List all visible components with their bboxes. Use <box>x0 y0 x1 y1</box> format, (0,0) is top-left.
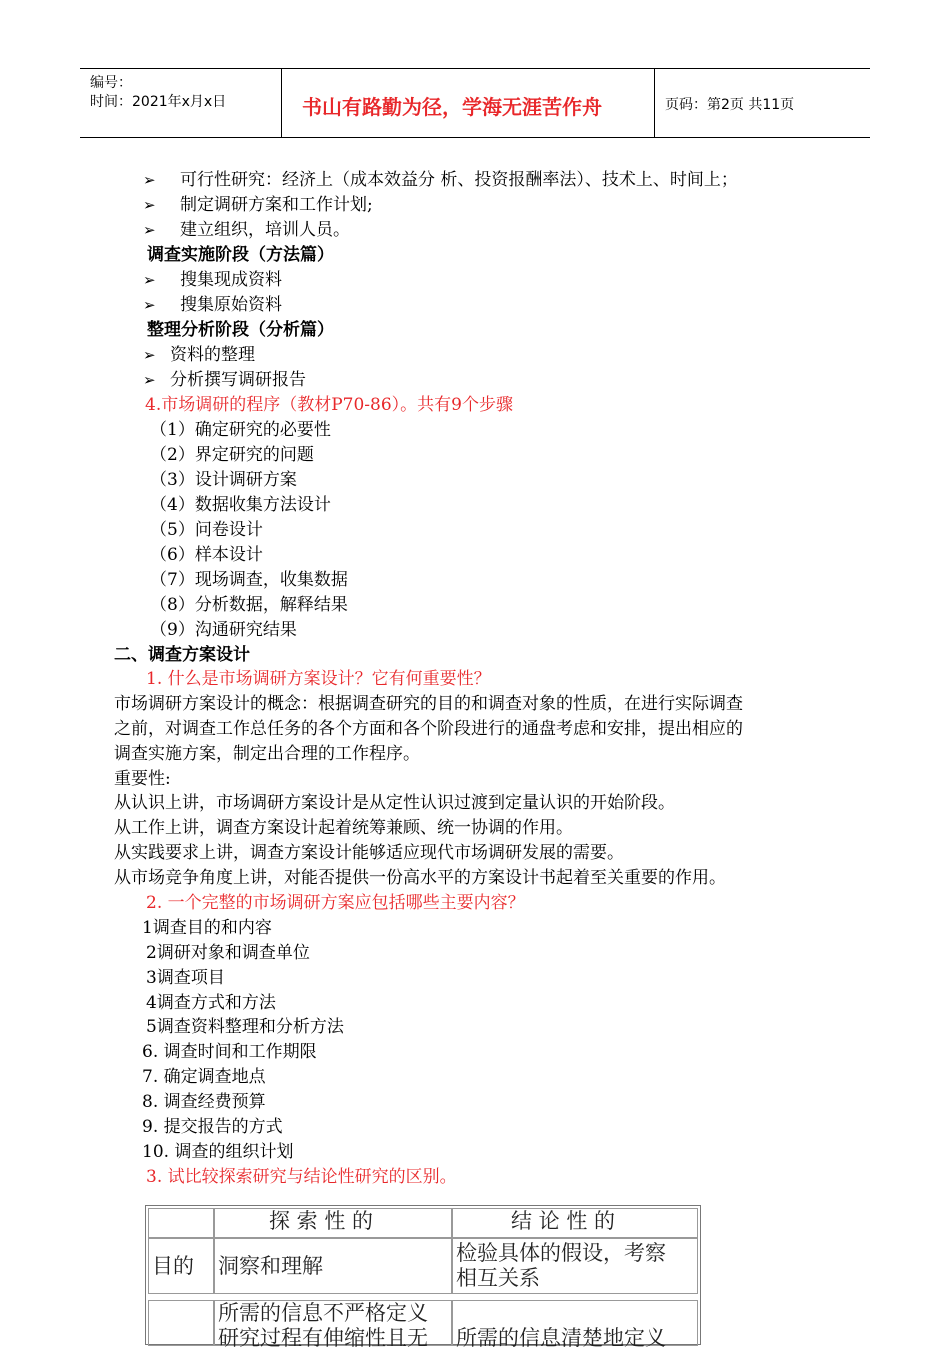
table-cell-line: 相互关系 <box>456 1266 540 1290</box>
step-item: （9）沟通研究结果 <box>150 620 297 640</box>
content-item: 2调研对象和调查单位 <box>146 943 310 963</box>
bullet-arrow-icon: ➢ <box>143 296 156 314</box>
list-item: 制定调研方案和工作计划; <box>180 195 373 215</box>
header-motto: 书山有路勤为径，学海无涯苦作舟 <box>302 95 602 119</box>
paragraph-line: 从市场竞争角度上讲，对能否提供一份高水平的方案设计书起着至关重要的作用。 <box>114 868 726 888</box>
table-cell-line: 研究过程有伸缩性且无 <box>218 1326 428 1350</box>
question-heading: 4.市场调研的程序（教材P70-86）。共有9个步骤 <box>145 395 513 415</box>
table-header-cell: 探 索 性 的 <box>214 1208 452 1238</box>
question-heading: 3. 试比较探索研究与结论性研究的区别。 <box>146 1167 457 1187</box>
paragraph-line: 从认识上讲，市场调研方案设计是从定性认识过渡到定量认识的开始阶段。 <box>114 793 675 813</box>
header-motto-cell <box>282 69 655 137</box>
bullet-arrow-icon: ➢ <box>143 196 156 214</box>
step-item: （4）数据收集方法设计 <box>150 495 331 515</box>
content-item: 7. 确定调查地点 <box>142 1067 266 1087</box>
paragraph-line: 市场调研方案设计的概念：根据调查研究的目的和调查对象的性质，在进行实际调查 <box>114 694 743 714</box>
content-item: 8. 调查经费预算 <box>142 1092 266 1112</box>
table-cell: 目的 <box>148 1238 214 1294</box>
stage-heading: 调查实施阶段（方法篇） <box>147 245 334 265</box>
content-item: 6. 调查时间和工作期限 <box>142 1042 317 1062</box>
list-item: 可行性研究：经济上（成本效益分 析、投资报酬率法）、技术上、时间上； <box>180 170 738 190</box>
table-cell-line: 所需的信息不严格定义 <box>218 1301 428 1325</box>
step-item: （5）问卷设计 <box>150 520 263 540</box>
comparison-table <box>145 1205 701 1350</box>
table-header-cell: 结 论 性 的 <box>452 1208 698 1238</box>
header-page-cell <box>655 69 870 137</box>
step-item: （8）分析数据，解释结果 <box>150 595 348 615</box>
table-header-cell <box>148 1208 214 1238</box>
step-item: （7）现场调查，收集数据 <box>150 570 348 590</box>
stage-heading: 整理分析阶段（分析篇） <box>147 320 334 340</box>
content-item: 9. 提交报告的方式 <box>142 1117 283 1137</box>
content-item: 5调查资料整理和分析方法 <box>146 1017 344 1037</box>
content-item: 3调查项目 <box>146 968 225 988</box>
bullet-arrow-icon: ➢ <box>143 221 156 239</box>
doc-time-label: 时间：2021年x月x日 <box>90 94 227 110</box>
question-heading: 2. 一个完整的市场调研方案应包括哪些主要内容？ <box>146 893 525 913</box>
list-item: 建立组织，培训人员。 <box>180 220 350 240</box>
step-item: （1）确定研究的必要性 <box>150 420 331 440</box>
step-item: （3）设计调研方案 <box>150 470 297 490</box>
table-cell <box>452 1238 698 1294</box>
importance-label: 重要性: <box>114 769 171 789</box>
content-item: 4调查方式和方法 <box>146 993 276 1013</box>
bullet-arrow-icon: ➢ <box>143 271 156 289</box>
step-item: （2）界定研究的问题 <box>150 445 314 465</box>
list-item: 分析撰写调研报告 <box>170 370 306 390</box>
table-cell-line: 检验具体的假设，考察 <box>456 1241 666 1265</box>
list-item: 搜集原始资料 <box>180 295 282 315</box>
page-number: 页码：第2页 共11页 <box>665 97 795 113</box>
list-item: 资料的整理 <box>170 345 255 365</box>
bullet-arrow-icon: ➢ <box>143 346 156 364</box>
paragraph-line: 从实践要求上讲，调查方案设计能够适应现代市场调研发展的需要。 <box>114 843 624 863</box>
question-heading: 1. 什么是市场调研方案设计？它有何重要性？ <box>146 669 491 689</box>
table-cell: 洞察和理解 <box>214 1238 452 1294</box>
paragraph-line: 从工作上讲，调查方案设计起着统筹兼顾、统一协调的作用。 <box>114 818 573 838</box>
list-item: 搜集现成资料 <box>180 270 282 290</box>
bullet-arrow-icon: ➢ <box>143 171 156 189</box>
bullet-arrow-icon: ➢ <box>143 371 156 389</box>
table-cell <box>214 1300 452 1350</box>
content-item: 1调查目的和内容 <box>142 918 272 938</box>
header-meta-cell <box>80 69 282 137</box>
step-item: （6）样本设计 <box>150 545 263 565</box>
table-cell <box>148 1300 214 1346</box>
paragraph-line: 调查实施方案，制定出合理的工作程序。 <box>114 744 420 764</box>
paragraph-line: 之前，对调查工作总任务的各个方面和各个阶段进行的通盘考虑和安排，提出相应的 <box>114 719 743 739</box>
page-header <box>80 68 870 138</box>
section-heading: 二、调查方案设计 <box>114 645 250 665</box>
doc-number-label: 编号： <box>90 75 132 91</box>
content-item: 10. 调查的组织计划 <box>142 1142 294 1162</box>
table-cell: 所需的信息清楚地定义 <box>452 1300 698 1346</box>
